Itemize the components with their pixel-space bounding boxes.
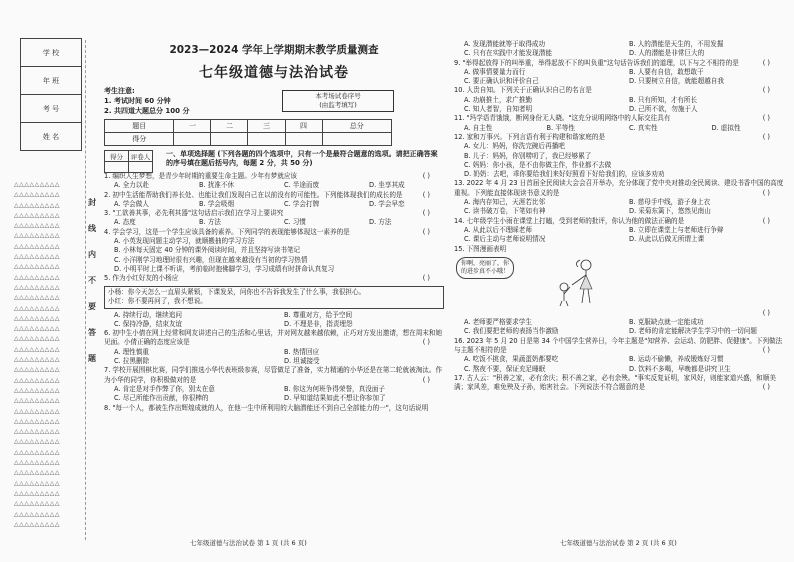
dialog-box [104,286,444,309]
answer-option[interactable]: B. 小林每天固定 40 分钟的课外阅读时间，并且坚持写读书笔记 [114,246,301,255]
question-item [454,217,784,245]
question-item [104,329,444,366]
question-item [454,40,784,59]
answer-option[interactable]: D. 学会早恋 [369,199,405,208]
column-right [454,40,784,393]
question-stem: 8. "每一个人，都被生作出辉煌成就的人，在他一生中所利用的大脑潜能还不到自己全部能力的一"，这句话说明 [104,403,429,412]
answer-option[interactable]: C. 真实性 [629,123,658,132]
answer-blank[interactable]: ( ) [762,216,770,225]
student-info-table [20,38,82,151]
score-value-row [105,133,392,146]
speech-bubble: 你啊，亮丽了，你的进步真不小哦！ [456,257,514,279]
score-col-header: 二 [211,120,248,133]
question-stem: 17. 古人云："积善之家，必有余庆；积不善之家，必有余殃。"事实反复证明，家风好，则能家道兴盛，和顺美满；家风差，难免殃及子孙，贻害社会。下列说法不符合题意的是 ( ) [454,374,784,393]
question-stem: 12. 家和万事兴。下列言语有利于构建和谐家庭的是 ( ) [454,133,784,142]
question-item [104,172,444,191]
note-total: 2. 共四道大题总分 100 分 [104,107,190,115]
score-col-header: 一 [174,120,211,133]
answer-option[interactable]: A. 小英发现问题主动学习，就顺搬抽的学习方法 [114,237,255,246]
seal-char: 要 [88,302,96,311]
answer-option[interactable]: C. 习惯 [284,218,306,227]
seal-char: 不 [88,276,96,285]
strip-field-label: 学 校 [21,39,82,67]
answer-option[interactable]: C. 只有在实践中才能发现潜能 [464,49,552,58]
grader-name-label: 评卷人 [129,151,153,162]
answer-option[interactable]: B. 平等性 [546,123,575,132]
answer-option[interactable]: C. 尽己所能作出贡献，你很棒的 [114,394,209,403]
answer-blank[interactable]: ( ) [422,338,430,347]
answer-option[interactable]: B. 学会吸烟 [199,199,235,208]
answer-option[interactable]: D. 早知道结果如此不想让你参加了 [284,394,386,403]
answer-option[interactable]: C. 妈妈：你小孩，是不由你做主作，作业都不去做 [464,160,612,169]
seat-box-label: 本考场试卷序号 [315,92,361,100]
score-col-header: 题目 [105,120,174,133]
answer-option[interactable]: A. 态度 [114,218,136,227]
footer-page-2: 七年级道德与法治试卷 第 2 页 (共 6 页) [560,539,677,547]
question-stem: 6. 初中生小倩在网上经常和网友讲述自己的生活和心里话，并对网友越来越依赖，正巧对方发出邀请，想在周末和她见面。小倩正确的态度应该是 ( ) [104,329,443,347]
exam-year-title: 2023—2024 学年上学期期末教学质量测查 [169,44,379,56]
notes-title: 考生注意: [104,87,135,95]
strip-field-label: 考 号 [21,95,82,123]
teacher-student-drawing [514,257,634,307]
triangle-border: △△△△△△△△△ △△△△△△△△△ △△△△△△△△△ △△△△△△△△△ △△△△△△△△△ △△△△△△△△△ △△△△△△△△△ △△△△△△△△△ △△△△△△△△△ △△△△△△△△△ △△△△△△△△△ △△△△△△△△△ △△△△△△△△△ △△△△△△△△△ △△△△△△△△△ △△△△△△△△△ △△△△△△△△△ △△△△△△△△△ △△△△△△△△△ △△△△△△△△△ △△△△△△△△△ △△△△△△△△△ △△△△△△△△△ △△△△△△△△△ △△△△△△△△△ △△△△△△△△△ △△△△△△△△△ △△△△△△△△△ △△△△△△△△△ △△△△△△△△△ △△△△△△△△△ △△△△△△△△△ △△△△△△△△△ △△△△△△△△△ [14,181,61,528]
candidate-notes [104,86,264,116]
answer-option[interactable]: A. 老师要严格要求学生 [464,318,532,327]
answer-option[interactable]: C. 知人者智，自知者明 [464,105,533,114]
answer-blank[interactable]: ( ) [762,308,770,317]
column-left [104,40,444,413]
question-item [454,374,784,393]
answer-blank[interactable]: ( ) [422,172,430,180]
answer-option[interactable]: B. 运动不偷懒，养成锻炼好习惯 [629,355,724,364]
answer-option[interactable]: A. 持续行动，继续追问 [114,310,182,319]
answer-option[interactable]: D. 小明平时上课不听讲，考前临时抱佛脚学习，学习成绩有时拼命认真复习 [114,264,335,273]
answer-blank[interactable]: ( ) [762,383,770,392]
question-stem: 16. 2023 年 5 月 20 日是第 34 个中国学生营养日，今年主题是"知营养、会运动、防肥胖、促健康"。下列做法与主题不相符的是 ( ) [454,336,783,355]
answer-blank[interactable]: ( ) [422,190,430,199]
score-cell[interactable] [322,133,391,146]
answer-option[interactable]: D. 只要树立自信，就能超越自我 [629,77,724,86]
strip-field-label: 姓 名 [21,123,82,151]
answer-option[interactable]: A. 自主性 [464,123,493,132]
answer-blank[interactable]: ( ) [762,346,770,355]
answer-option[interactable]: D. 虚拟性 [711,123,741,132]
answer-option[interactable]: A. 做事情要量力而行 [464,67,526,76]
section-1-heading: 一、单项选择题 (下列各题的四个选项中，只有一个是最符合题意的选项。请把正确答案的序号填在题后括号内，每题 2 分，共 50 分) [166,150,438,167]
answer-blank[interactable]: ( ) [422,209,430,218]
answer-option[interactable]: B. 只有所知，才有所长 [629,95,698,104]
answer-option[interactable]: C. 学会打牌 [284,199,320,208]
question-stem: 7. 学校开展围棋比赛，同学们推选小华代表班级参赛，尽管做足了准备，实力精通的小华还是在第二轮就被淘汰。作为小华的同学，你积极做对的是 ( ) [104,366,443,384]
student-info-strip [20,38,82,151]
answer-option[interactable]: B. 你这为何班争得荣誉，真没面子 [284,384,386,393]
answer-option[interactable]: D. 己所不欲，勿施于人 [629,105,698,114]
answer-blank[interactable]: ( ) [762,86,770,95]
answer-option[interactable]: A. 学会做人 [114,199,149,208]
dialog-line-2: 小红：你不要再问了，我不想说。 [108,297,207,306]
seat-number-box [282,90,394,112]
seal-char: 题 [88,354,96,363]
grader-table [104,150,153,173]
answer-option[interactable]: B. 立即在课堂上与老师进行争辩 [629,225,724,234]
question-item [104,191,444,210]
answer-option[interactable]: B. 人的潜能是天生的，不用发掘 [629,40,724,48]
seal-line-text [88,190,98,372]
seal-char: 内 [88,250,96,259]
answer-option[interactable]: A. 吃饭不挑食，果蔬蛋奶都要吃 [464,355,559,364]
answer-option[interactable]: D. 从此以后做无所谓上课 [629,235,705,244]
score-col-header: 四 [285,120,322,133]
strip-field-label: 年 班 [21,67,82,95]
answer-option[interactable]: B. 人要有自信，敢想敢干 [629,67,704,76]
answer-blank[interactable]: ( ) [762,132,770,141]
answer-option[interactable]: A. 海内存知己，天涯若比邻 [464,198,546,207]
seal-char: 封 [88,198,96,207]
question-stem: 5. 作为小红好友的小杨应 ( ) [104,274,444,283]
question-item [104,209,444,228]
grader-score-cell[interactable] [105,162,129,173]
question-item [454,245,784,254]
score-table [104,119,392,146]
score-header-row [105,120,392,133]
seal-char: 答 [88,328,96,337]
question-item [104,311,444,330]
answer-option[interactable]: B. 扰准不休 [199,181,235,190]
question-item [454,59,784,87]
answer-option[interactable]: B. 克服缺点就一定能成功 [629,318,704,327]
answer-option[interactable]: A. 功崩推土，求广推勤 [464,95,532,104]
question-stem: 1. 编织人生梦想，是青少年时期的重要生命主题。少年有梦就应该 ( ) [104,172,444,181]
dialog-line-1: 小杨：你今天怎么一直眉头紧锁，下课发呆，问你也不告诉我发生了什么事，我很担心。 [108,287,366,296]
question-stem: 3. "工欲善其事，必先利其器"这句话启示我们在学习上要讲究 ( ) [104,209,444,218]
answer-option[interactable]: C. 课后主动与老师说明情况 [464,235,546,244]
question-stem: 15. 下图漫画表明 [454,244,507,253]
answer-blank[interactable]: ( ) [422,227,430,236]
answer-option[interactable]: B. 尊重对方，给予空间 [284,310,353,319]
answer-option[interactable]: D. 坦诚接受 [284,357,320,366]
answer-option[interactable]: C. 要正确认识和评价自己 [464,77,539,86]
question-item [104,404,444,413]
question-item [454,179,784,216]
seat-box-hint: (由监考填写) [319,101,357,109]
grader-name-cell[interactable] [129,162,153,173]
score-cell[interactable] [174,133,211,146]
answer-option[interactable]: A. 全力以赴 [114,181,149,190]
question-stem: 14. 七年级学生小雨在课堂上打瞌，受到老师的批评，你认为他的做法正确的是 ( ) [454,217,784,226]
answer-option[interactable]: C. 小洋刚学习地理时很有兴趣，但现在越来越没有当初的学习热情 [114,255,308,264]
grader-score-label: 得分 [105,151,129,162]
answer-option[interactable]: B. 热情回应 [284,347,320,356]
answer-blank[interactable]: ( ) [422,274,430,283]
question-stem: 13. 2022 年 4 月 23 日首届全民阅读大会会召开举办，充分体现了党中央对推动全民阅读、建设书香中国的高度重视。下列能直接体现读书意义的是 ( ) [454,179,784,197]
footer-page-1: 七年级道德与法治试卷 第 1 页 (共 6 页) [190,539,307,547]
question-stem: 9. "举得起放得下的叫举重，举得起放不下的叫负重"这句话告诉我们的道理，以下与之不相符的是 ( ) [454,59,784,68]
answer-option[interactable]: D. 坐享其成 [369,181,405,190]
score-cell[interactable] [248,133,285,146]
answer-blank[interactable]: ( ) [762,58,770,67]
answer-option[interactable]: D. 饮料不多喝，早晚都是讲究卫生 [629,364,731,373]
question-item [104,274,444,283]
seal-char: 线 [88,224,96,233]
answer-option[interactable]: C. 我们要把老师的表扬当作激励 [464,327,559,336]
seal-dashed-line [85,40,86,540]
question-item [454,309,784,337]
note-time: 1. 考试时间 60 分钟 [104,97,171,105]
answer-blank[interactable]: ( ) [762,188,770,197]
answer-option[interactable]: A. 女儿：妈妈，你洗完碗后再播吧 [464,142,565,151]
answer-option[interactable]: B. 慈母手中线，游子身上衣 [629,198,711,207]
answer-option[interactable]: C. 半途而废 [284,181,320,190]
cartoon-illustration [454,257,784,307]
question-list-right-after [454,309,784,393]
score-col-header: 三 [248,120,285,133]
question-item [454,114,784,133]
question-item [104,366,444,403]
question-stem: 2. 初中生活能帮助我们养长处、也能让我们发现自己在以前没有的可能性。下列能体现我们的成长的是 ( ) [104,191,444,200]
question-stem: 4. 学会学习，这是一个学生应该具备的素养。下列同学的表现能够体现这一素养的是 ( ) [104,228,444,237]
question-item [454,86,784,114]
answer-option[interactable]: D. 方法 [369,218,392,227]
answer-option[interactable]: D. 不理是非，指责埋怨 [284,319,353,328]
question-list-right [454,40,784,254]
question-item [104,228,444,274]
answer-option[interactable]: D. 采菊东篱下，悠然见南山 [629,207,711,216]
question-stem: 10. 人贵自知。下列关于正确认识自己的名言是 ( ) [454,86,784,95]
answer-blank[interactable]: ( ) [422,375,430,384]
answer-option[interactable]: A. 从此以后不理睬老师 [464,225,532,234]
answer-option[interactable]: D. 奶奶：去吧，乖你要给我们来好好照看下好给我们的，应该多劝劝 [464,170,665,179]
answer-option[interactable]: C. 保持冷静，结束友谊 [114,319,183,328]
question-item [454,337,784,374]
answer-option[interactable]: B. 儿子：妈妈，你别唠叨了，我已经够累了 [464,151,592,160]
score-col-header: 总分 [322,120,391,133]
answer-option[interactable]: A. 发现潜能就等于取得成功 [464,40,546,48]
exam-subject-title: 七年级道德与法治试卷 [199,65,349,81]
score-row-label: 得分 [105,133,174,146]
question-list-left-after [104,311,444,413]
answer-blank[interactable]: ( ) [762,114,770,123]
answer-option[interactable]: D. 人的潜能是非常巨大的 [629,49,705,58]
score-cell[interactable] [211,133,248,146]
answer-option[interactable]: C. 拉黑删除 [114,357,150,366]
answer-option[interactable]: C. 读书破万卷，下笔如有神 [464,207,546,216]
answer-option[interactable]: A. 肯定是对手作弊了你，别太在意 [114,384,215,393]
answer-option[interactable]: C. 熬夜不要，保证充足睡眠 [464,364,546,373]
answer-option[interactable]: D. 老师的肯定能解决学生学习中的一切问题 [629,327,757,336]
answer-option[interactable]: A. 理性慎重 [114,347,149,356]
answer-option[interactable]: B. 方法 [199,218,221,227]
score-cell[interactable] [285,133,322,146]
question-item [454,133,784,179]
question-stem: 11. "玛学语青饿饿，断网身份无人晓。"这充分说明网络中的人际交往具有 ( ) [454,114,784,123]
question-list-left [104,172,444,284]
